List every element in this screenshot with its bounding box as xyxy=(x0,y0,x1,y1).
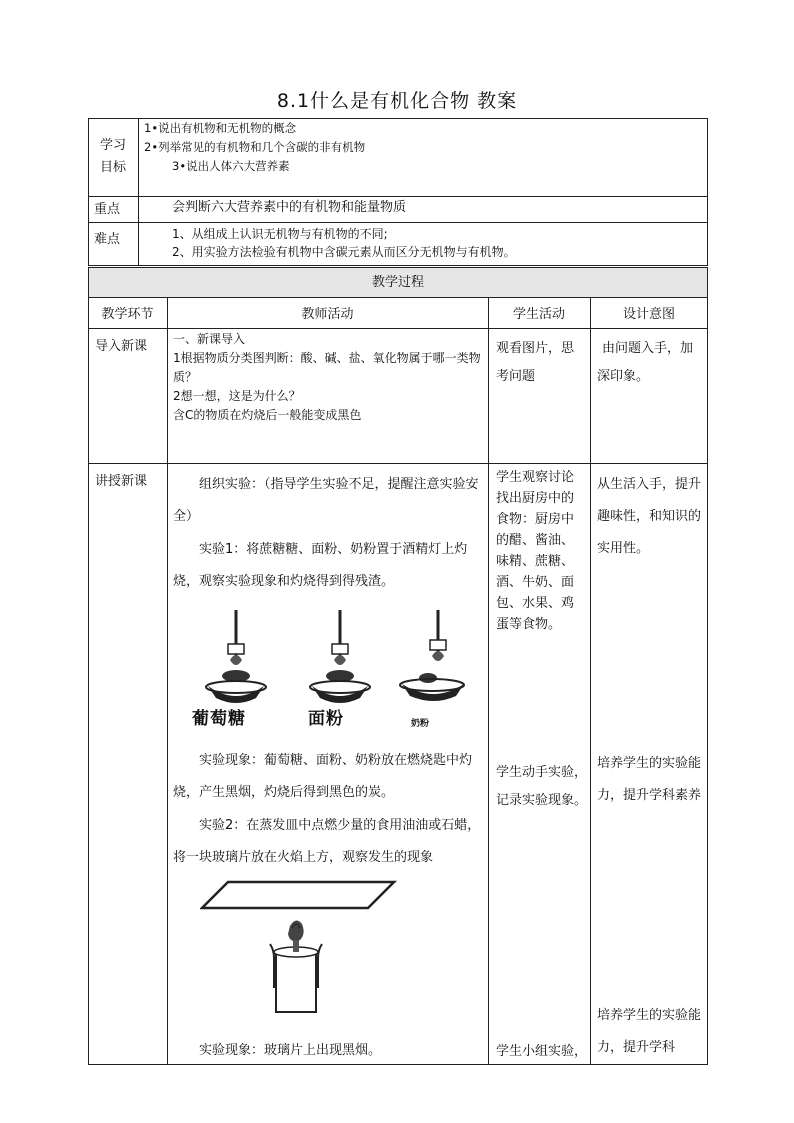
objectives-list xyxy=(144,119,704,176)
row2-student-experiment: 学生动手实验，记录实验现象。 xyxy=(496,765,588,808)
experiment-1-text: 实验1：将蔗糖糖、面粉、奶粉置于酒精灯上灼烧，观察实验现象和灼烧得到得残渣。 xyxy=(173,542,468,589)
teacher-line: 含C的物质在灼烧后一般能变成黑色 xyxy=(173,408,362,422)
difficulty-line: 1、从组成上认识无机物与有机物的不同; xyxy=(172,227,388,241)
objective-item: 3•说出人体六大营养素 xyxy=(172,159,290,173)
figure-label-flour: 面粉 xyxy=(308,709,344,729)
teacher-line: 1根据物质分类图判断：酸、碱、盐、氧化物属于哪一类物质？ xyxy=(173,351,481,384)
figure-label-glucose: 葡萄糖 xyxy=(192,709,246,729)
key-label: 重点 xyxy=(94,202,121,217)
objective-item: 2•列举常见的有机物和几个含碳的非有机物 xyxy=(144,140,366,154)
row2-stage: 讲授新课 xyxy=(95,474,148,489)
row1-teacher xyxy=(173,330,483,425)
difficulty-label: 难点 xyxy=(94,232,121,247)
objectives-label: 学习 目标 xyxy=(99,138,126,175)
row2-intent-life: 从生活入手，提升趣味性，和知识的实用性。 xyxy=(597,477,702,556)
figure-label-milk-powder: 奶粉 xyxy=(411,719,430,729)
experiment-2-result: 实验现象：玻璃片上出现黑烟。 xyxy=(199,1043,382,1058)
process-row-line xyxy=(88,328,708,329)
teacher-line: 2想一想，这是为什么？ xyxy=(173,389,301,403)
experiment-2-text: 实验2：在蒸发皿中点燃少量的食用油油或石蜡，将一块玻璃片放在火焰上方，观察发生的现象 xyxy=(173,818,481,865)
burner-icon xyxy=(310,610,370,703)
row2-student-observe: 学生观察讨论找出厨房中的食物：厨房中的醋、酱油、味精、蔗糖、酒、牛奶、面包、水果、鸡蛋等食物。 xyxy=(496,470,575,632)
candle-icon xyxy=(270,920,322,1012)
column-header-student: 学生活动 xyxy=(512,307,565,322)
row2-intent-ability: 培养学生的实验能力，提升学科素养 xyxy=(597,756,702,803)
header-divider xyxy=(138,118,139,266)
document-title: 8.1什么是有机化合物 教案 xyxy=(276,90,518,112)
column-header-teacher: 教师活动 xyxy=(301,307,354,322)
difficulty-text xyxy=(172,225,516,261)
burner-icon xyxy=(400,610,464,701)
column-header-stage: 教学环节 xyxy=(101,307,154,322)
burner-icon xyxy=(206,610,266,703)
teacher-line: 一、新课导入 xyxy=(173,332,246,346)
process-col-line xyxy=(488,297,489,1065)
row1-stage: 导入新课 xyxy=(95,339,148,354)
column-header-intent: 设计意图 xyxy=(622,307,675,322)
process-col-line xyxy=(590,297,591,1065)
objective-item: 1•说出有机物和无机物的概念 xyxy=(144,121,297,135)
process-title: 教学过程 xyxy=(89,268,707,297)
row1-student: 观看图片，思考问题 xyxy=(496,341,575,384)
row2-intent-ability-2: 培养学生的实验能力，提升学科 xyxy=(597,1008,702,1055)
process-col-line xyxy=(167,297,168,1065)
difficulty-line: 2、用实验方法检验有机物中含碳元素从而区分无机物与有机物。 xyxy=(172,245,516,259)
process-row-line xyxy=(88,463,708,464)
header-row-line xyxy=(88,222,708,223)
row2-student-group: 学生小组实验， xyxy=(496,1044,588,1059)
experiment-1-result: 实验现象：葡萄糖、面粉、奶粉放在燃烧匙中灼烧，产生黑烟，灼烧后得到黑色的炭。 xyxy=(173,753,473,800)
process-row-line xyxy=(88,297,708,298)
candle-figure xyxy=(200,878,400,1018)
glass-plate-icon xyxy=(202,882,394,908)
key-text: 会判断六大营养素中的有机物和能量物质 xyxy=(172,200,407,215)
experiment-intro: 组织实验：（指导学生实验不足，提醒注意实验安全） xyxy=(173,477,479,524)
row1-intent: 由问题入手，加深印象。 xyxy=(597,341,694,384)
